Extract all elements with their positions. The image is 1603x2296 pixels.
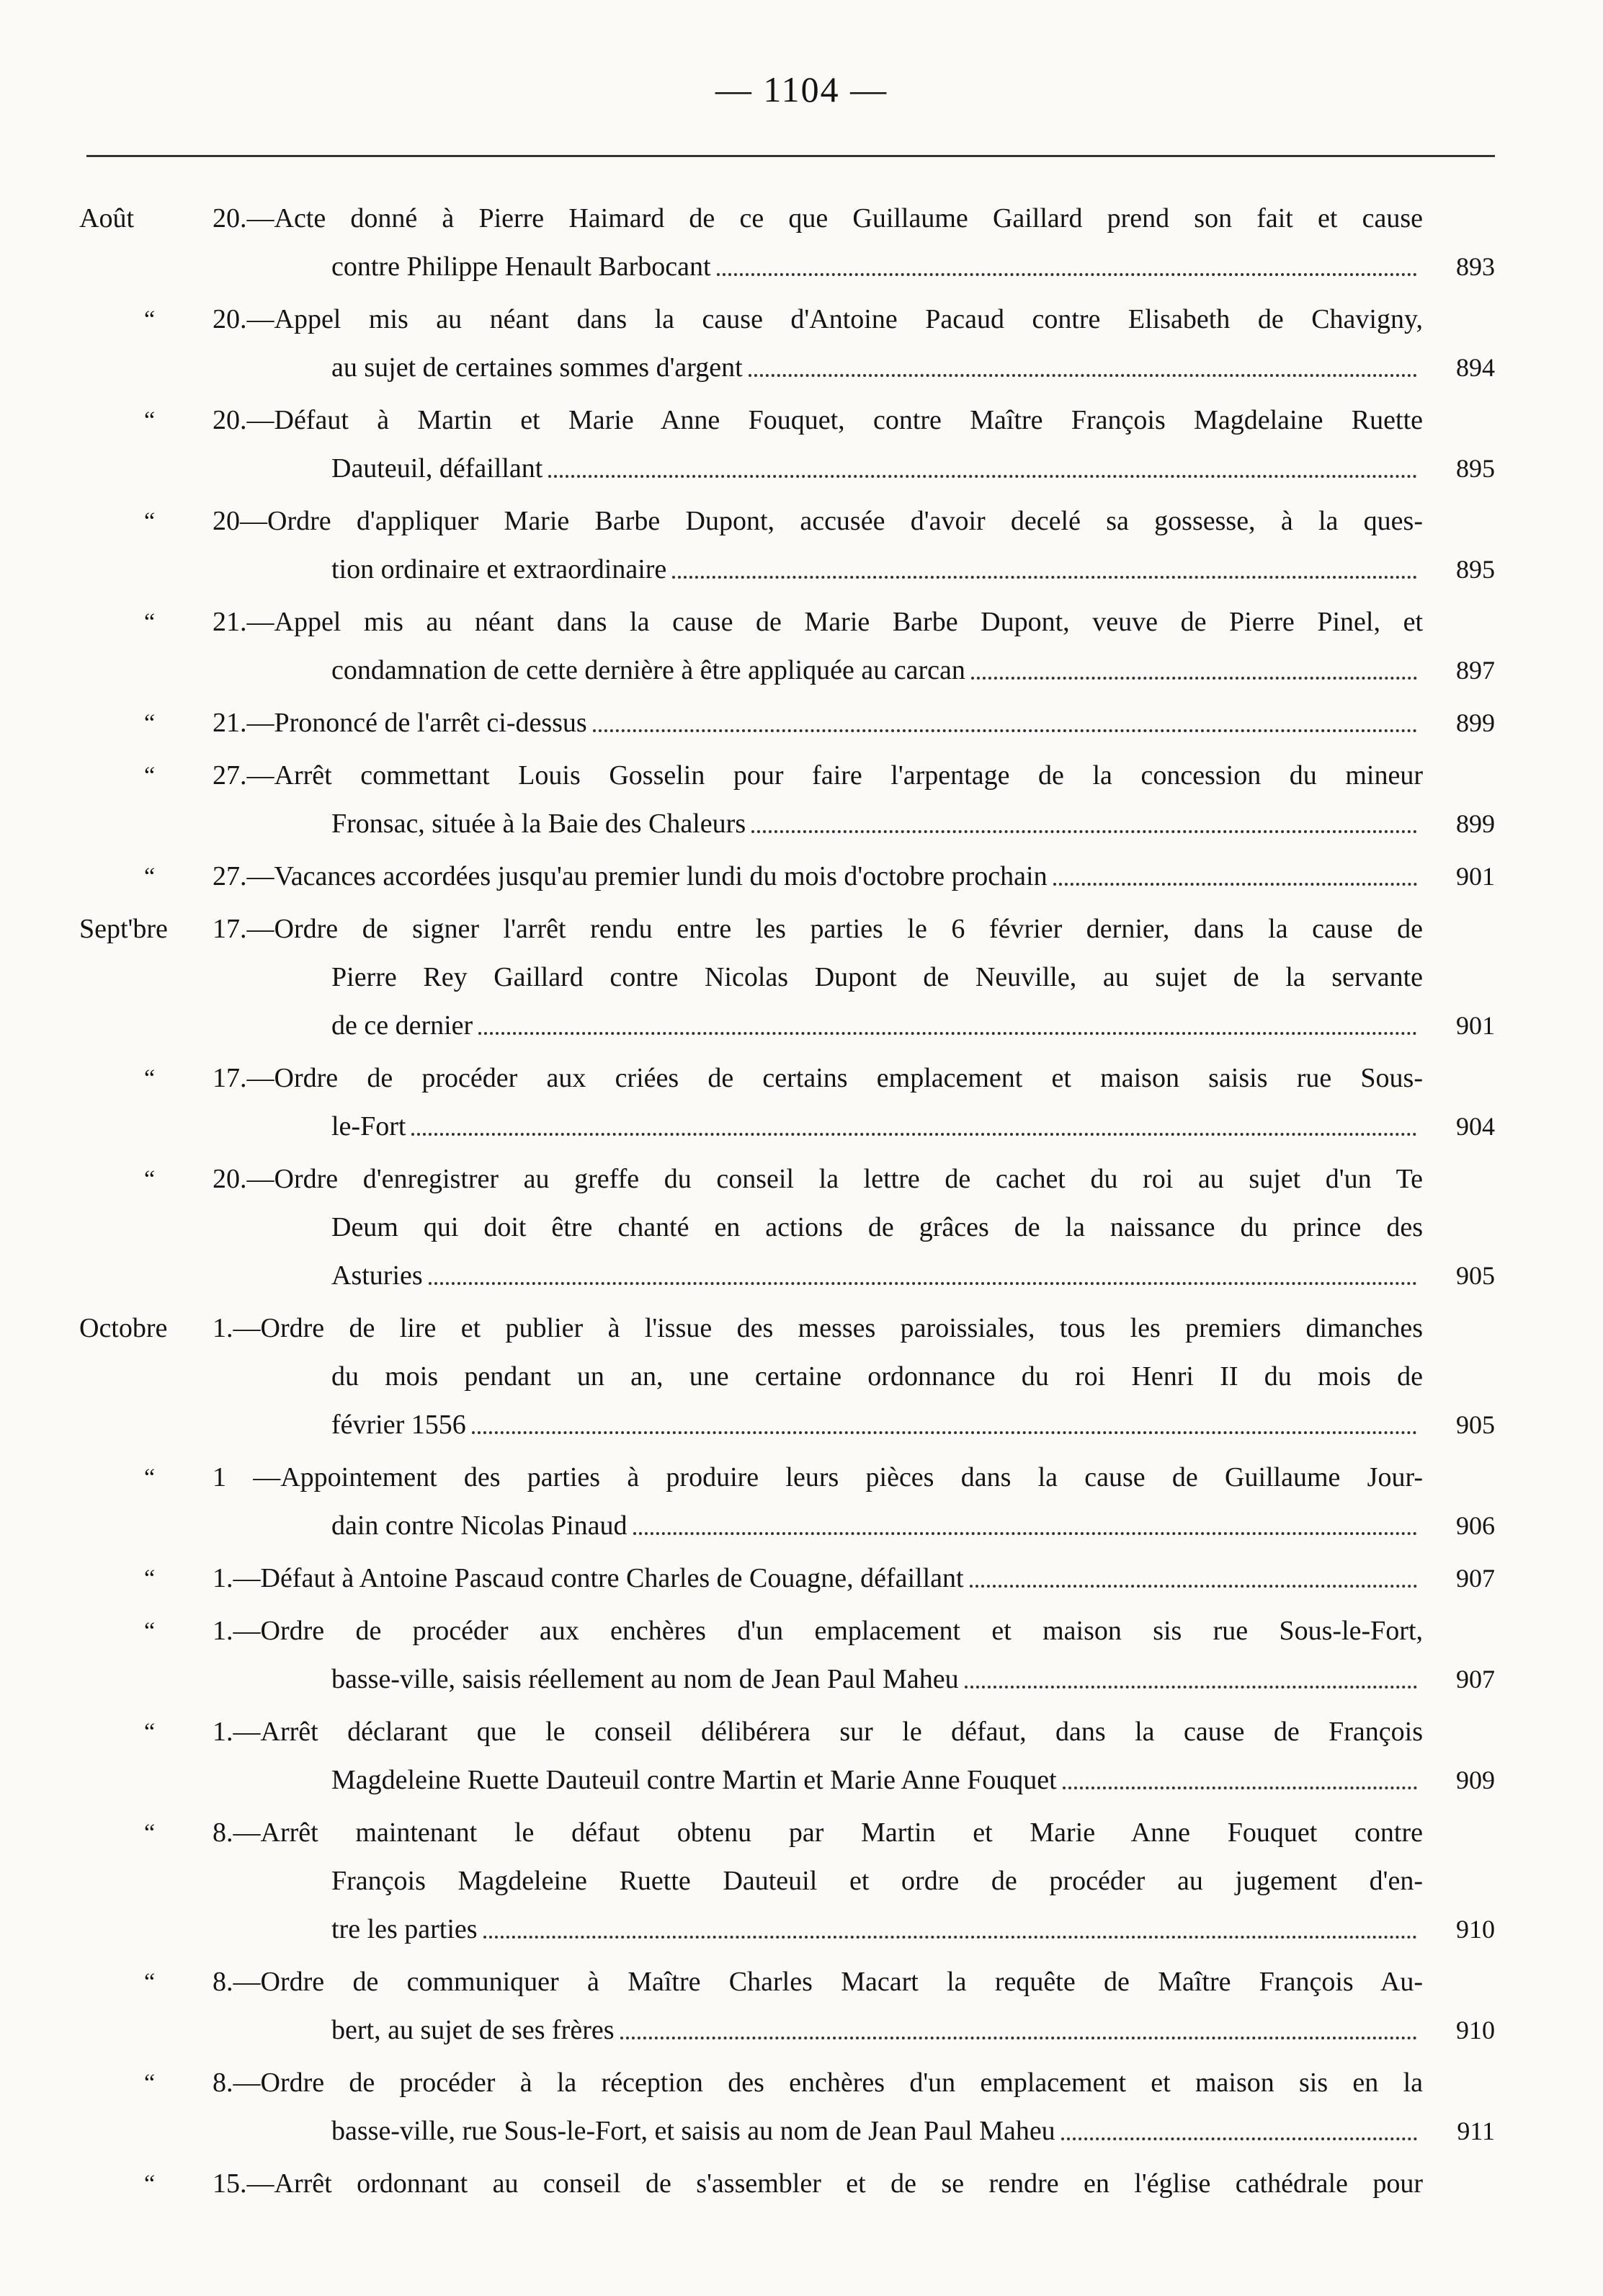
page-reference: 909 [1456,1766,1495,1794]
entry-text: François Magdeleine Ruette Dauteuil et ordre de procéder au jugement d'en- [331,1866,1423,1896]
entry-text: 27.—Vacances accordées jusqu'au premier lundi du mois d'octobre prochain [213,861,1048,891]
list-item [0,295,1603,392]
entry-text: 21.—Prononcé de l'arrêt ci-dessus [213,708,587,738]
entry-line [0,295,1603,344]
page-reference: 897 [1456,656,1495,685]
entry-line [0,243,1603,291]
list-item [0,195,1603,291]
entry-text-leader [331,546,1423,594]
ditto-mark: “ [144,710,156,737]
page-reference: 906 [1456,1511,1495,1540]
entry-line [0,1203,1603,1252]
page-reference: 893 [1456,252,1495,281]
entry-text-leader [331,1756,1423,1805]
dot-leader [971,677,1417,680]
entry-text: basse-ville, saisis réellement au nom de Jean Paul Maheu [331,1664,959,1694]
entry-text: 20.—Acte donné à Pierre Haimard de ce que Guillaume Gaillard prend son fait et cause [213,203,1423,233]
dot-leader [483,1936,1417,1939]
entry-line [0,2006,1603,2055]
ditto-mark: “ [144,1166,156,1193]
entry-text-leader [331,1905,1423,1954]
entry-line [0,800,1603,848]
entry-text: 1 —Appointement des parties à produire leurs pièces dans la cause de Guillaume Jour- [213,1462,1423,1492]
list-item [0,1054,1603,1151]
entry-text-leader [331,1252,1423,1300]
ditto-mark: “ [144,1618,156,1645]
dot-leader [970,1585,1417,1588]
entry-line [0,905,1603,953]
entry-text: tion ordinaire et extraordinaire [331,554,667,584]
entry-line [0,445,1603,493]
entry-line [0,1809,1603,1857]
entry-text: 1.—Ordre de lire et publier à l'issue des messes paroissiales, tous les premiers dimanches [213,1313,1423,1343]
entry-line [0,344,1603,392]
entry-text-leader [213,699,1423,747]
entry-text: Fronsac, située à la Baie des Chaleurs [331,809,746,839]
entry-line [0,396,1603,445]
list-item [0,1607,1603,1704]
list-item [0,497,1603,594]
entry-text: Asturies [331,1260,423,1291]
ditto-mark: “ [144,609,156,636]
entry-line [0,195,1603,243]
entry-text-leader [213,1554,1423,1603]
entry-text-leader [331,445,1423,493]
entry-line [0,1252,1603,1300]
dot-leader [633,1532,1417,1535]
page-reference: 907 [1456,1564,1495,1593]
entry-text: condamnation de cette dernière à être appliquée au carcan [331,655,965,685]
entry-text: 1.—Arrêt déclarant que le conseil délibérera sur le défaut, dans la cause de François [213,1717,1423,1747]
entry-line [0,699,1603,747]
entry-line [0,853,1603,901]
list-item [0,396,1603,493]
list-item [0,1155,1603,1300]
entry-month: Octobre [79,1313,168,1343]
entry-text: au sujet de certaines sommes d'argent [331,352,743,383]
page-reference: 895 [1456,454,1495,483]
ditto-mark: “ [144,1565,156,1592]
entry-line [0,646,1603,695]
entry-text: dain contre Nicolas Pinaud [331,1510,628,1541]
dot-leader [620,2037,1417,2039]
entry-line [0,1103,1603,1151]
ditto-mark: “ [144,1969,156,1995]
ditto-mark: “ [144,508,156,535]
page-reference: 904 [1456,1112,1495,1141]
page-reference: 907 [1456,1665,1495,1694]
list-item [0,1304,1603,1449]
dot-leader [717,273,1417,276]
ditto-mark: “ [144,2070,156,2096]
entry-text-leader [213,853,1423,901]
dot-leader [478,1032,1417,1035]
dot-leader [411,1133,1417,1136]
entry-text: contre Philippe Henault Barbocant [331,252,711,282]
page-reference: 905 [1456,1410,1495,1439]
entry-line [0,1857,1603,1905]
entry-line [0,1708,1603,1756]
entry-text: 8.—Ordre de communiquer à Maître Charles Macart la requête de Maître François Au- [213,1967,1423,1997]
list-item [0,853,1603,901]
entry-text: 1.—Défaut à Antoine Pascaud contre Charles de Couagne, défaillant [213,1563,964,1593]
entry-text-leader [331,1401,1423,1449]
dot-leader [1053,883,1417,886]
entry-line [0,1607,1603,1655]
entry-text-leader [331,1002,1423,1050]
entry-line [0,752,1603,800]
ditto-mark: “ [144,407,156,434]
page-number: — 1104 — [715,69,888,110]
ditto-mark: “ [144,1464,156,1491]
dot-leader [749,374,1417,377]
page-reference: 910 [1456,2016,1495,2044]
page-reference: 899 [1456,809,1495,838]
entry-text-leader [331,2006,1423,2055]
entry-line [0,1756,1603,1805]
page-reference: 910 [1456,1915,1495,1944]
entry-text: 20—Ordre d'appliquer Marie Barbe Dupont, accusée d'avoir decelé sa gossesse, à la ques- [213,506,1423,536]
ditto-mark: “ [144,2171,156,2197]
entry-line [0,1353,1603,1401]
header-rule [86,155,1495,157]
list-item [0,905,1603,1050]
ditto-mark: “ [144,762,156,789]
ditto-mark: “ [144,863,156,890]
entry-text: 17.—Ordre de procéder aux criées de certains emplacement et maison saisis rue Sous- [213,1063,1423,1093]
ditto-mark: “ [144,1820,156,1846]
list-item [0,2059,1603,2155]
entry-text: 27.—Arrêt commettant Louis Gosselin pour faire l'arpentage de la concession du mineur [213,760,1423,791]
entry-text-leader [331,1502,1423,1550]
ditto-mark: “ [144,1719,156,1745]
page-reference: 901 [1456,1011,1495,1040]
entry-text-leader [331,646,1423,695]
ditto-mark: “ [144,306,156,333]
entry-line [0,1502,1603,1550]
entry-text-leader [331,1103,1423,1151]
page-reference: 905 [1456,1261,1495,1290]
ditto-mark: “ [144,1065,156,1092]
list-item [0,1958,1603,2055]
entry-line [0,1054,1603,1103]
entry-month: Août [79,203,134,233]
entry-text: 8.—Ordre de procéder à la réception des enchères d'un emplacement et maison sis en la [213,2068,1423,2098]
entry-text: février 1556 [331,1410,466,1440]
dot-leader [751,830,1417,833]
list-item [0,1809,1603,1954]
entry-line [0,1905,1603,1954]
list-item [0,598,1603,695]
entry-text: Deum qui doit être chanté en actions de grâces de la naissance du prince des [331,1212,1423,1242]
list-item [0,1454,1603,1550]
entry-line [0,1454,1603,1502]
page-reference: 894 [1456,353,1495,382]
entry-month: Sept'bre [79,914,168,944]
dot-leader [548,475,1417,478]
entry-text: 21.—Appel mis au néant dans la cause de Marie Barbe Dupont, veuve de Pierre Pinel, et [213,607,1423,637]
entry-text: le-Fort [331,1111,406,1142]
entry-line [0,497,1603,546]
dot-leader [472,1431,1417,1434]
entry-text: 17.—Ordre de signer l'arrêt rendu entre les parties le 6 février dernier, dans la cause de [213,914,1423,944]
entry-text: 1.—Ordre de procéder aux enchères d'un emplacement et maison sis rue Sous-le-Fort, [213,1616,1423,1646]
entry-text: tre les parties [331,1914,478,1944]
entry-line [0,1304,1603,1353]
dot-leader [429,1282,1417,1285]
entry-line [0,1554,1603,1603]
entry-line [0,1401,1603,1449]
entry-line [0,2160,1603,2208]
entry-text: du mois pendant un an, une certaine ordonnance du roi Henri II du mois de [331,1361,1423,1392]
entry-text: 20.—Ordre d'enregistrer au greffe du conseil la lettre de cachet du roi au sujet d'un Te [213,1164,1423,1194]
entry-text-leader [331,800,1423,848]
entry-line [0,1655,1603,1704]
entry-line [0,2107,1603,2155]
list-item [0,699,1603,747]
dot-leader [1063,1786,1417,1789]
page-reference: 911 [1457,2117,1495,2145]
page-reference: 901 [1456,862,1495,891]
entry-text-leader [331,243,1423,291]
list-item [0,752,1603,848]
entry-text: Magdeleine Ruette Dauteuil contre Martin et Marie Anne Fouquet [331,1765,1057,1795]
list-item [0,1554,1603,1603]
entry-text: 8.—Arrêt maintenant le défaut obtenu par Martin et Marie Anne Fouquet contre [213,1817,1423,1848]
list-item [0,2160,1603,2208]
entry-text: de ce dernier [331,1010,473,1041]
page-reference: 899 [1456,708,1495,737]
entry-list [0,195,1603,2212]
dot-leader [593,729,1417,732]
dot-leader [1061,2137,1417,2140]
entry-text: Dauteuil, défaillant [331,453,543,484]
page-reference: 895 [1456,555,1495,584]
entry-text: Pierre Rey Gaillard contre Nicolas Dupont de Neuville, au sujet de la servante [331,962,1423,992]
entry-text: 15.—Arrêt ordonnant au conseil de s'assembler et de se rendre en l'église cathédrale pour [213,2168,1423,2199]
entry-text: 20.—Défaut à Martin et Marie Anne Fouquet, contre Maître François Magdelaine Ruette [213,405,1423,435]
entry-text: bert, au sujet de ses frères [331,2015,615,2045]
entry-text: 20.—Appel mis au néant dans la cause d'Antoine Pacaud contre Elisabeth de Chavigny, [213,304,1423,334]
entry-line [0,2059,1603,2107]
entry-line [0,953,1603,1002]
entry-line [0,598,1603,646]
entry-line [0,546,1603,594]
list-item [0,1708,1603,1805]
dot-leader [965,1686,1417,1688]
entry-line [0,1155,1603,1203]
entry-text-leader [331,2107,1423,2155]
entry-line [0,1002,1603,1050]
entry-text-leader [331,1655,1423,1704]
entry-text-leader [331,344,1423,392]
entry-line [0,1958,1603,2006]
entry-text: basse-ville, rue Sous-le-Fort, et saisis au nom de Jean Paul Maheu [331,2116,1055,2146]
dot-leader [672,576,1417,579]
